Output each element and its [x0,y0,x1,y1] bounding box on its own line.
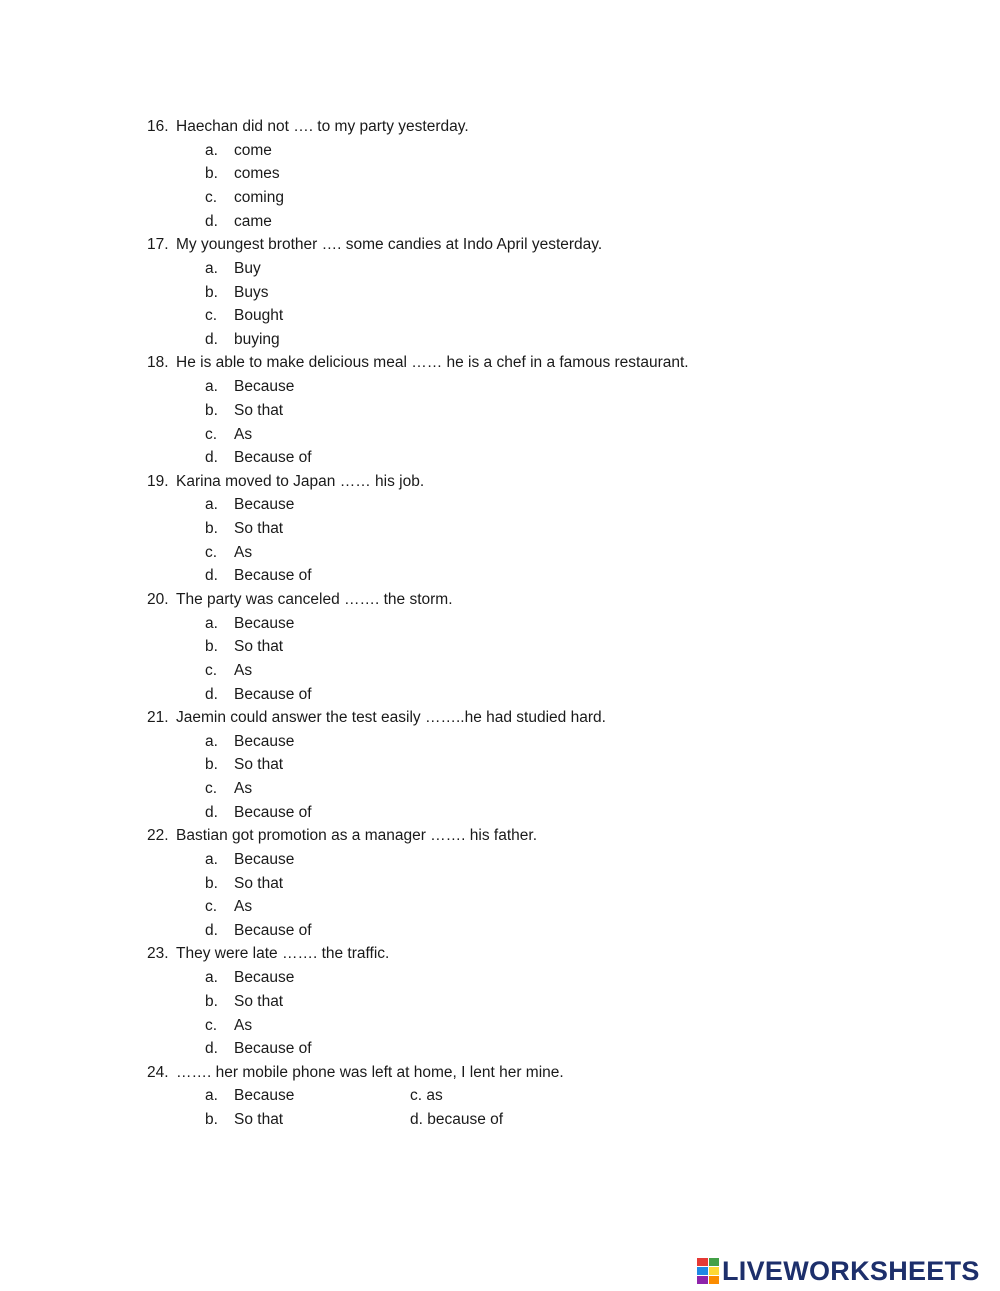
option-text: Because [234,1087,295,1105]
option-letter: b. [205,165,218,183]
option-letter: c. [205,189,218,207]
option-letter: d. [205,803,218,821]
option-letter: c. [205,898,218,916]
option-letter: b. [205,1111,218,1128]
question-text: They were late ……. the traffic. [176,945,390,963]
option-text: buying [234,331,280,348]
liveworksheets-logo-icon [697,1258,719,1284]
question-number: 21. [147,709,169,726]
option-text: Because [234,850,295,868]
option-letter: c. [205,1016,218,1034]
answer-option[interactable] [205,875,405,895]
option-letter: c. [205,780,218,798]
option-text: As [234,661,253,679]
option-text: So that [234,756,284,774]
answer-option[interactable] [205,756,405,776]
option-text: So that [234,874,284,892]
option-letter: b. [205,283,218,301]
option-letter: a. [205,969,218,987]
option-letter: d. [205,685,218,703]
question [147,118,469,136]
option-text: Because of [234,922,312,939]
option-letter: a. [205,1087,218,1105]
liveworksheets-logo [697,1256,980,1286]
option-letter: a. [205,732,218,750]
option-letter: a. [205,141,218,159]
option-letter: c. [205,661,218,679]
option-letter: b. [205,638,218,656]
option-letter: a. [205,496,218,514]
question-number: 20. [147,590,169,608]
question-text: Bastian got promotion as a manager ……. his father. [176,827,537,845]
option-text: Because of [234,685,312,703]
option-letter: b. [205,874,218,892]
question [147,1064,564,1082]
option-text: So that [234,638,284,656]
answer-option[interactable]: c. as [410,1087,443,1105]
answer-option[interactable] [205,993,405,1013]
answer-option[interactable] [205,544,405,564]
option-letter: a. [205,259,218,277]
option-text: As [234,898,253,916]
option-letter: d. [205,922,218,939]
question-text: Haechan did not …. to my party yesterday. [176,118,469,135]
answer-option[interactable] [205,165,405,185]
question [147,473,424,491]
option-text: Because of [234,449,312,467]
answer-option[interactable] [205,142,405,162]
option-letter: b. [205,756,218,774]
answer-option[interactable] [205,378,405,398]
answer-option[interactable] [205,615,405,635]
option-letter: b. [205,401,218,419]
answer-option[interactable] [205,804,405,824]
option-letter: a. [205,378,218,396]
option-letter: b. [205,520,218,537]
option-text: Buy [234,259,261,277]
answer-option[interactable] [205,213,405,233]
answer-option[interactable] [205,520,405,540]
answer-option[interactable] [205,260,405,280]
option-letter: d. [205,449,218,467]
answer-option[interactable] [205,284,405,304]
answer-option[interactable] [205,307,405,327]
answer-option[interactable]: d. because of [410,1111,504,1128]
option-text: So that [234,1111,284,1128]
question-number: 24. [147,1063,169,1081]
answer-option[interactable] [205,567,405,587]
question [147,709,606,727]
option-text: Because of [234,1040,312,1058]
answer-option[interactable] [205,851,405,871]
option-text: comes [234,165,280,183]
option-letter: c. [205,543,218,561]
answer-option[interactable] [205,638,405,658]
question [147,827,537,845]
answer-option[interactable] [205,922,405,942]
question-number: 16. [147,118,169,135]
question-number: 17. [147,236,169,254]
question-text: Jaemin could answer the test easily ……..he had studied hard. [176,709,606,726]
answer-option[interactable] [205,402,405,422]
question [147,236,602,254]
option-text: Bought [234,307,284,325]
option-text: Because [234,969,295,987]
option-text: As [234,425,253,443]
option-letter: c. [205,425,218,443]
answer-option[interactable] [205,189,405,209]
question-text: The party was canceled ……. the storm. [176,590,453,608]
option-text: So that [234,992,284,1010]
question-text: My youngest brother …. some candies at Indo April yesterday. [176,236,603,254]
answer-option[interactable] [205,686,405,706]
option-text: As [234,1016,253,1034]
answer-option[interactable] [205,733,405,753]
option-letter: d. [205,331,218,348]
answer-option[interactable] [205,1040,405,1060]
option-letter: d. [205,567,218,585]
option-text: Because [234,614,295,632]
option-text: came [234,212,272,230]
option-text: Buys [234,283,269,301]
option-text: Because [234,378,295,396]
option-text: Because [234,496,295,514]
answer-option[interactable] [205,449,405,469]
option-text: come [234,141,272,159]
question-number: 19. [147,472,169,490]
answer-option[interactable] [205,331,405,351]
option-letter: a. [205,614,218,632]
answer-option[interactable] [205,662,405,682]
question-number: 22. [147,827,169,845]
question-text: Karina moved to Japan …… his job. [176,472,425,490]
question [147,591,453,609]
option-text: Because of [234,567,312,585]
question-number: 23. [147,945,169,963]
answer-option[interactable] [205,426,405,446]
question-number: 18. [147,354,169,372]
answer-option[interactable] [205,1017,405,1037]
option-text: As [234,780,253,798]
answer-option[interactable] [205,780,405,800]
option-text: coming [234,189,284,207]
option-text: So that [234,401,284,419]
option-letter: d. [205,1040,218,1058]
option-letter: a. [205,850,218,868]
option-text: Because [234,732,295,750]
answer-option[interactable] [205,898,405,918]
option-text: So that [234,520,284,537]
answer-option[interactable] [205,1087,395,1107]
option-text: Because of [234,803,312,821]
option-letter: c. [205,307,218,325]
answer-option[interactable] [205,969,405,989]
answer-option[interactable] [205,1111,395,1131]
option-text: As [234,543,253,561]
answer-option[interactable] [205,496,405,516]
question-text: ……. her mobile phone was left at home, I lent her mine. [176,1063,564,1081]
question-text: He is able to make delicious meal …… he is a chef in a famous restaurant. [176,354,689,372]
option-letter: d. [205,212,218,230]
logo-text: LIVEWORKSHEETS [722,1255,980,1286]
question [147,354,689,372]
question [147,945,389,963]
option-letter: b. [205,992,218,1010]
